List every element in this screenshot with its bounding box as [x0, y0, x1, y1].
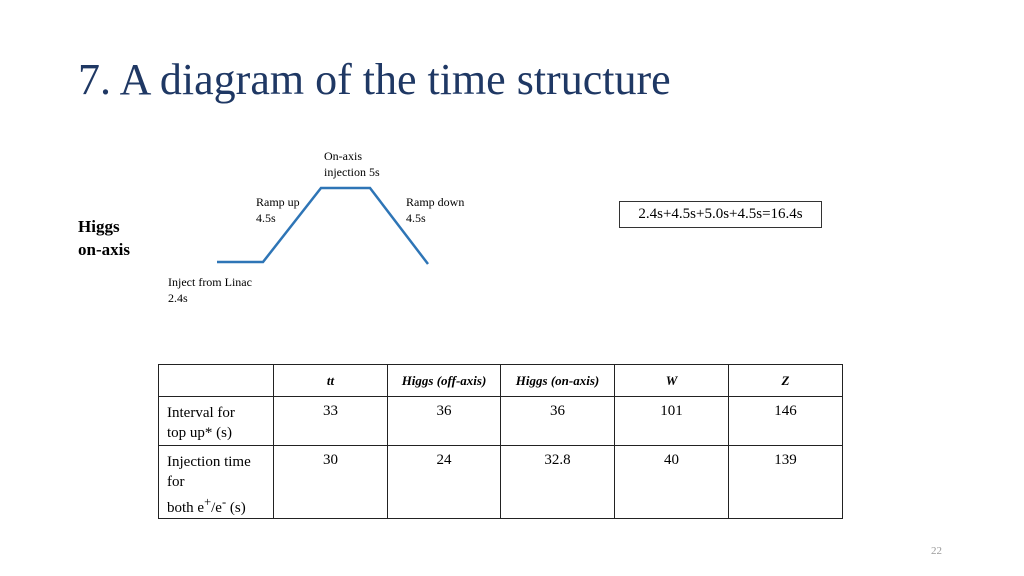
row-label: Interval for top up* (s) — [159, 397, 274, 446]
injection-table — [158, 364, 843, 519]
table-cell: 146 — [729, 397, 843, 446]
inject-from-linac-annotation: Inject from Linac 2.4s — [168, 275, 252, 305]
table-cell: 30 — [274, 446, 388, 519]
table-header-cell: Higgs (off-axis) — [388, 365, 501, 397]
table-header-cell: tt — [274, 365, 388, 397]
table-cell: 36 — [388, 397, 501, 446]
table-header-cell: Z — [729, 365, 843, 397]
ramp-down-annotation: Ramp down 4.5s — [406, 195, 465, 225]
row-label: Injection time for both e+/e- (s) — [159, 446, 274, 519]
page-number: 22 — [931, 545, 942, 557]
table-cell: 36 — [501, 397, 615, 446]
table-header-row — [159, 365, 843, 397]
on-axis-injection-annotation: On-axis injection 5s — [324, 149, 380, 179]
table-row — [159, 397, 843, 446]
table-cell: 101 — [615, 397, 729, 446]
table-row — [159, 446, 843, 519]
side-label-line1: Higgs — [78, 217, 120, 236]
table-cell: 139 — [729, 446, 843, 519]
table-header-cell: Higgs (on-axis) — [501, 365, 615, 397]
ramp-up-annotation: Ramp up 4.5s — [256, 195, 300, 225]
table-cell: 40 — [615, 446, 729, 519]
table-header-cell: W — [615, 365, 729, 397]
table-cell: 32.8 — [501, 446, 615, 519]
slide-title: 7. A diagram of the time structure — [78, 55, 671, 104]
time-structure-line — [217, 188, 428, 264]
table-header-cell — [159, 365, 274, 397]
table-cell: 24 — [388, 446, 501, 519]
side-label-line2: on-axis — [78, 240, 130, 259]
table-cell: 33 — [274, 397, 388, 446]
total-time-formula: 2.4s+4.5s+5.0s+4.5s=16.4s — [619, 201, 822, 228]
